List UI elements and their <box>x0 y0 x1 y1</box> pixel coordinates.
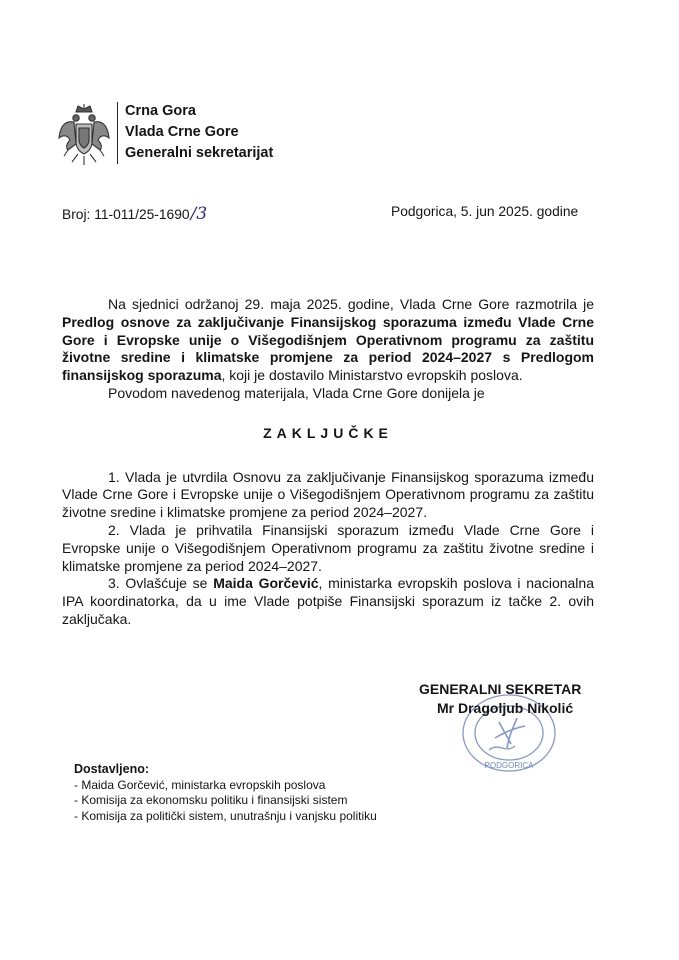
distribution-list <box>74 762 377 824</box>
item3-text-a: 3. Ovlašćuje se <box>108 575 214 592</box>
conclusion-item-1: 1. Vlada je utvrdila Osnovu za zaključivanje Finansijskog sporazuma između Vlade Crne Gore i Evropske unije o Višegodišnjem Operativnom programu za zaštitu životne sredine i klimatske promjene za period 2024–2027. <box>62 468 594 521</box>
conclusions-heading: ZAKLJUČKE <box>263 424 393 441</box>
document-body <box>62 296 594 629</box>
letterhead <box>125 101 273 164</box>
header-divider <box>117 102 118 164</box>
item3-name: Maida Gorčević <box>213 575 319 592</box>
signatory-title: GENERALNI SEKRETAR <box>419 681 582 697</box>
item3-text-b: , ministarka evropskih poslova i nacionalna IPA koordinatorka, da u ime Vlade potpiše Finansijski sporazum iz tačke 2. ovih zaključaka. <box>62 575 594 627</box>
office-name: Generalni sekretarijat <box>125 145 274 161</box>
distribution-item: - Komisija za ekonomsku politiku i finansijski sistem <box>74 793 377 809</box>
intro-text-a: Na sjednici održanoj 29. maja 2025. godine, Vlada Crne Gore razmotrila je <box>108 296 594 312</box>
signatory-name: Mr Dragoljub Nikolić <box>437 700 574 716</box>
conclusion-item-2: 2. Vlada je prihvatila Finansijski sporazum između Vlade Crne Gore i Evropske unije o Višegodišnjem Operativnom programu za zaštitu životne sredine i klimatske promjene za period 2024–2027. <box>62 521 594 574</box>
distribution-item: - Maida Gorčević, ministarka evropskih poslova <box>74 778 377 794</box>
reference-number <box>62 204 207 224</box>
government-name: Vlada Crne Gore <box>125 124 239 140</box>
intro-text-bold: Predlog osnove za zaključivanje Finansijskog sporazuma između Vlade Crne Gore i Evropske unije o Višegodišnjem Operativnom programu za zaštitu životne sredine i klimatske promjene za period 2024–2027 s Predlogom finansijskog sporazuma <box>62 313 594 384</box>
distribution-title: Dostavljeno: <box>74 762 150 776</box>
adoption-paragraph: Povodom navedenog materijala, Vlada Crne Gore donijela je <box>108 384 485 401</box>
stamp-city: PODGORICA <box>484 761 534 770</box>
conclusion-item-3 <box>62 575 594 628</box>
coat-of-arms-icon <box>58 104 110 166</box>
intro-text-b: , koji je dostavilo Ministarstvo evropskih poslova. <box>221 367 523 384</box>
reference-number-text: Broj: 11-011/25-1690 <box>62 207 190 222</box>
intro-paragraph <box>62 296 594 385</box>
country-name: Crna Gora <box>125 103 196 119</box>
signature-block <box>419 680 611 718</box>
handwritten-suffix: /3 <box>190 204 208 224</box>
place-date: Podgorica, 5. jun 2025. godine <box>391 204 579 219</box>
distribution-item: - Komisija za politički sistem, unutrašnju i vanjsku politiku <box>74 809 377 825</box>
